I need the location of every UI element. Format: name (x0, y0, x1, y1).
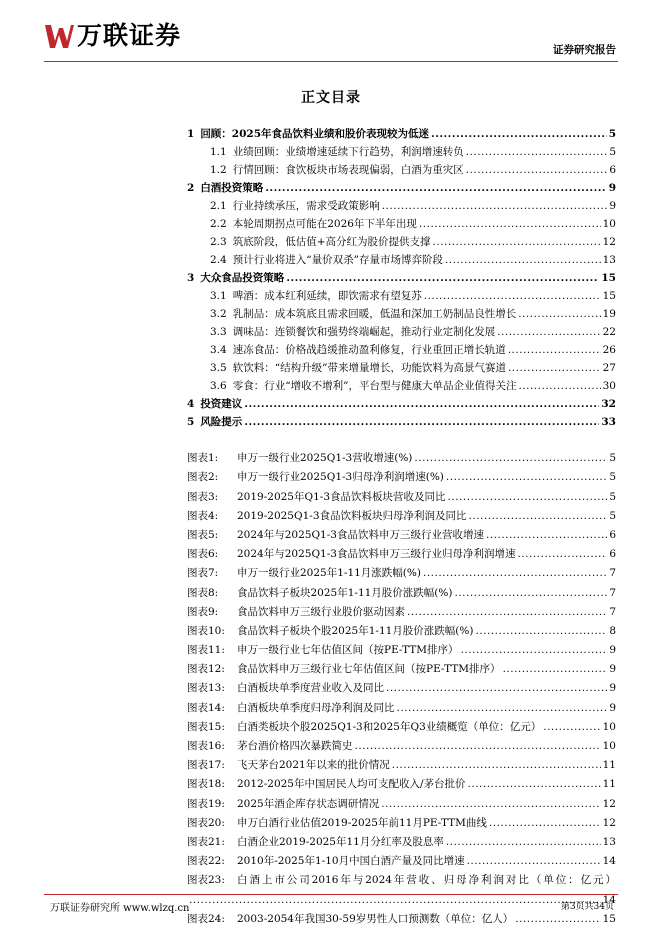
toc-entry-number: 1 (187, 128, 195, 140)
figure-entry-number: 图表6: (187, 548, 219, 561)
figure-entry-label: 申万一级行业七年估值区间（按PE-TTM排序） (237, 644, 459, 657)
toc-entry[interactable] (187, 195, 616, 213)
figure-entry-number: 图表15: (187, 720, 225, 733)
dot-leader (407, 606, 607, 619)
dot-leader (508, 344, 601, 357)
figure-entry-number: 图表12: (187, 663, 225, 676)
toc-entry-page: 10 (602, 218, 616, 230)
figure-entry[interactable] (187, 504, 616, 523)
toc-entry-label: 啤酒：成本红利延续，即饮需求有望复苏 (232, 290, 422, 302)
figure-entry-number: 图表3: (187, 490, 219, 503)
figure-entry[interactable] (187, 484, 616, 503)
toc-entry-label: 软饮料：“结构升级”带来增量增长，功能饮料为高景气赛道 (232, 362, 506, 374)
toc-entry-number: 2 (187, 182, 195, 194)
toc-entry-page: 15 (601, 272, 616, 284)
figure-entry-page: 5 (609, 471, 616, 484)
figure-entry-label: 白酒板块单季度营业收入及同比 (237, 682, 384, 695)
page-title: 正文目录 (301, 90, 361, 106)
dot-leader (486, 529, 607, 542)
dot-leader (508, 362, 601, 375)
toc-entry-number: 3.2 (210, 308, 227, 320)
figure-entry-label: 申万一级行业2025Q1-3归母净利润增速(%) (237, 471, 444, 484)
figure-entry[interactable] (187, 772, 616, 791)
dot-leader (475, 625, 607, 638)
toc-entry-label: 行情回顾：食饮板块市场表现偏弱，白酒为重灾区 (232, 164, 464, 176)
figure-entry[interactable] (187, 734, 616, 753)
dot-leader (265, 182, 606, 195)
toc-entry-page: 9 (608, 182, 616, 194)
figure-entry-label: 2019-2025Q1-3食品饮料板块归母净利润及同比 (237, 509, 467, 522)
dot-leader (189, 894, 601, 907)
dot-leader (466, 146, 608, 159)
figure-entry[interactable] (187, 695, 616, 714)
toc-entry-number: 2.2 (210, 218, 227, 230)
figure-entry[interactable] (187, 811, 616, 830)
toc-entry-number: 1.2 (210, 164, 227, 176)
figure-entry-number: 图表16: (187, 740, 225, 752)
toc-entry-label: 大众食品投资策略 (200, 272, 285, 284)
footer-source: 万联证券研究所 www.wlzq.cn (50, 903, 190, 914)
dot-leader (386, 682, 607, 695)
dot-leader (503, 663, 608, 676)
figure-entry[interactable] (187, 676, 616, 695)
figure-entry-label: 茅台酒价格四次暴跌简史 (237, 740, 353, 752)
dot-leader (469, 510, 608, 523)
figure-entry-number: 图表21: (187, 835, 225, 848)
toc-entry[interactable] (187, 267, 616, 285)
dot-leader (518, 308, 600, 321)
dot-leader (489, 817, 601, 830)
figure-entry-number: 图表13: (187, 682, 225, 695)
figure-entry-label: 申万一级行业2025年1-11月涨跌幅(%) (237, 567, 421, 580)
dot-leader (497, 326, 600, 339)
figure-entry-page: 11 (602, 759, 616, 772)
dot-leader (244, 416, 599, 429)
toc-entry[interactable] (187, 303, 616, 321)
toc-entry-number: 3.5 (210, 362, 227, 374)
figure-entry-number: 图表20: (187, 816, 225, 829)
figure-entry-page: 15 (602, 912, 616, 925)
toc-entry[interactable] (187, 141, 616, 159)
toc-entry[interactable] (187, 285, 616, 303)
figure-entry-label: 食品饮料子板块2025年1-11月股价涨跌幅(%) (237, 586, 453, 599)
brand-name: 万联证券 (77, 21, 182, 50)
figure-entry-page: 12 (602, 816, 616, 829)
toc-entry[interactable] (187, 123, 616, 141)
toc-entry-page: 22 (602, 326, 616, 338)
figure-entry-label: 2019-2025年Q1-3食品饮料板块营收及同比 (237, 490, 446, 503)
figure-entry-label: 2012-2025年中国居民人均可支配收入/茅台批价 (237, 778, 466, 791)
figure-entry-number: 图表7: (187, 567, 219, 580)
toc-entry-label: 速冻食品：价格战趋缓推动盈利修复，行业重回正增长轨道 (232, 344, 506, 356)
toc-entry-label: 预计行业将进入“量价双杀”存量市场博弈阶段 (232, 254, 443, 266)
toc-entry-page: 30 (602, 380, 616, 392)
toc-entry-page: 13 (602, 254, 616, 266)
figure-entry-page: 14 (602, 893, 616, 906)
toc-entry[interactable] (187, 375, 616, 393)
figure-entry-page: 12 (602, 797, 616, 810)
figure-entry-page: 7 (609, 567, 616, 580)
toc-entry-page: 19 (602, 308, 616, 320)
dot-leader (518, 380, 600, 393)
footer-divider (44, 894, 618, 895)
page-number: 第3页共34页 (560, 902, 614, 912)
toc-entry-number: 2.1 (210, 200, 227, 212)
figure-entry-page: 5 (609, 509, 616, 522)
dot-leader (543, 721, 600, 734)
figure-entry-page: 5 (609, 490, 616, 503)
figure-entry-page: 14 (602, 855, 616, 868)
figure-entry-label: 飞天茅台2021年以来的批价情况 (237, 759, 390, 772)
dot-leader (414, 452, 607, 465)
figure-entry-number: 图表23: (187, 874, 225, 887)
table-of-contents (187, 123, 616, 429)
figure-entry-number: 图表22: (187, 855, 225, 868)
toc-entry-label: 回顾：2025年食品饮料业绩和股价表现较为低迷 (200, 128, 430, 140)
figure-entry[interactable] (187, 446, 616, 465)
figure-entry-number: 图表17: (187, 759, 225, 772)
figure-entry-label: 2024年与2025Q1-3食品饮料申万三级行业营收增速 (237, 528, 484, 541)
figure-entry-label: 2025年酒企库存状态调研情况 (237, 797, 380, 810)
toc-entry[interactable] (187, 339, 616, 357)
figure-entry[interactable] (187, 523, 616, 542)
report-type: 证券研究报告 (553, 44, 616, 56)
dot-leader (448, 491, 608, 504)
toc-entry-label: 调味品：连锁餐饮和强势终端崛起，推动行业定制化发展 (232, 326, 496, 338)
figure-entry-number: 图表11: (187, 644, 225, 657)
figure-entry-number: 图表1: (187, 452, 219, 465)
toc-entry-number: 3.4 (210, 344, 227, 356)
figure-entry-label: 食品饮料申万三级行业七年估值区间（按PE-TTM排序） (237, 663, 501, 676)
figure-entry[interactable] (187, 791, 616, 810)
toc-entry-label: 投资建议 (200, 398, 243, 410)
toc-entry-label: 筑底阶段，低估值+高分红为股价提供支撑 (232, 236, 431, 248)
figure-entry-label: 申万白酒行业估值2019-2025年前11月PE-TTM曲线 (237, 816, 487, 829)
dot-leader (423, 567, 607, 580)
figure-entry[interactable] (187, 600, 616, 619)
toc-entry[interactable] (187, 393, 616, 411)
dot-leader (517, 548, 607, 561)
figure-entry-label: 白酒类板块个股2025Q1-3和2025年Q3业绩概览（单位：亿元） (237, 720, 542, 733)
figure-entry-label: 2003-2054年我国30-59岁男性人口预测数（单位：亿人） (237, 912, 514, 925)
figure-entry-page: 7 (609, 586, 616, 599)
figure-entry-page: 9 (609, 682, 616, 695)
toc-entry-number: 5 (187, 416, 195, 428)
figure-entry-number: 图表19: (187, 797, 225, 810)
dot-leader (454, 587, 607, 600)
page-header (0, 0, 662, 64)
dot-leader (244, 398, 599, 411)
figure-entry[interactable] (187, 619, 616, 638)
figure-entry[interactable] (187, 465, 616, 484)
toc-entry-number: 3 (187, 272, 195, 284)
toc-entry-number: 1.1 (210, 146, 227, 158)
toc-entry[interactable] (187, 177, 616, 195)
figure-entry-number: 图表8: (187, 586, 219, 599)
figure-entry[interactable] (187, 657, 616, 676)
toc-entry-page: 5 (609, 146, 616, 158)
dot-leader (381, 798, 600, 811)
figure-entry-number: 图表9: (187, 605, 219, 618)
figure-entry-page: 6 (609, 528, 616, 541)
figure-entry-page: 10 (602, 720, 616, 733)
figure-entry[interactable] (187, 868, 616, 906)
figure-entry-number: 图表18: (187, 778, 225, 791)
toc-entry-number: 3.1 (210, 290, 227, 302)
dot-leader (419, 218, 601, 231)
dot-leader (466, 164, 608, 177)
toc-entry-number: 3.3 (210, 326, 227, 338)
toc-entry-label: 业绩回顾：业绩增速延续下行趋势，利润增速转负 (232, 146, 464, 158)
toc-entry-page: 15 (602, 290, 616, 302)
figure-entry[interactable] (187, 753, 616, 772)
figure-entry-page: 10 (602, 740, 616, 752)
toc-entry-page: 5 (608, 128, 616, 140)
figure-entry-label: 食品饮料子板块个股2025年1-11月股价涨跌幅(%) (237, 624, 474, 637)
figure-entry-label: 白酒企业2019-2025年11月分红率及股息率 (237, 835, 444, 848)
toc-entry-number: 3.6 (210, 380, 227, 392)
dot-leader (431, 128, 607, 141)
dot-leader (515, 913, 600, 926)
figure-entry-label: 食品饮料申万三级行业股价驱动因素 (237, 605, 405, 618)
figure-entry[interactable] (187, 638, 616, 657)
figure-entry-number: 图表24: (187, 912, 225, 925)
figure-entry-number: 图表10: (187, 624, 225, 637)
toc-entry-page: 6 (609, 164, 616, 176)
toc-entry-label: 行业持续承压，需求受政策影响 (232, 200, 380, 212)
toc-entry-label: 乳制品：成本筑底且需求回暖，低温和深加工奶制品良性增长 (232, 308, 517, 320)
figure-entry-number: 图表4: (187, 509, 219, 522)
figure-entry[interactable] (187, 830, 616, 849)
header-divider (44, 61, 618, 62)
toc-entry-page: 33 (601, 416, 616, 428)
figure-entry[interactable] (187, 907, 616, 926)
toc-entry-page: 12 (602, 236, 616, 248)
toc-entry-number: 2.3 (210, 236, 227, 248)
figure-entry-page: 5 (609, 452, 616, 465)
figure-entry[interactable] (187, 580, 616, 599)
logo-w-mark-icon (44, 22, 74, 50)
figure-entry-number: 图表14: (187, 701, 225, 714)
figure-entry-label: 白酒上市公司2016年与2024年营收、归母净利润对比（单位：亿元） (237, 874, 616, 887)
toc-entry-label: 零食：行业“增收不增利”，平台型与健康大单品企业值得关注 (232, 380, 517, 392)
toc-entry[interactable] (187, 411, 616, 429)
toc-entry-page: 32 (601, 398, 616, 410)
figure-entry-page: 13 (602, 835, 616, 848)
figure-entry-label: 申万一级行业2025Q1-3营收增速(%) (237, 452, 413, 465)
figure-entry-page: 8 (609, 624, 616, 637)
dot-leader (355, 740, 601, 753)
dot-leader (467, 855, 601, 868)
figure-entry-page: 9 (609, 644, 616, 657)
toc-entry[interactable] (187, 357, 616, 375)
figure-entry-page: 6 (609, 548, 616, 561)
toc-entry-number: 2.4 (210, 254, 227, 266)
dot-leader (392, 759, 601, 772)
figure-entry[interactable] (187, 561, 616, 580)
figure-entry-page: 7 (609, 605, 616, 618)
figure-entry-page: 9 (609, 701, 616, 714)
dot-leader (286, 272, 599, 285)
brand-logo (44, 22, 181, 50)
toc-entry[interactable] (187, 249, 616, 267)
dot-leader (446, 836, 601, 849)
toc-entry-page: 27 (602, 362, 616, 374)
toc-entry-page: 26 (602, 344, 616, 356)
figure-entry-page: 11 (602, 778, 616, 791)
toc-entry-label: 风险提示 (200, 416, 243, 428)
dot-leader (445, 254, 601, 267)
figure-entry-label: 2010年-2025年1-10月中国白酒产量及同比增速 (237, 855, 465, 868)
toc-entry-number: 4 (187, 398, 195, 410)
toc-entry[interactable] (187, 231, 616, 249)
figure-entry-number: 图表5: (187, 528, 219, 541)
figure-list (187, 446, 616, 926)
dot-leader (424, 290, 601, 303)
toc-entry-label: 白酒投资策略 (200, 182, 264, 194)
figure-entry-label: 2024年与2025Q1-3食品饮料申万三级行业归母净利润增速 (237, 548, 516, 561)
figure-entry-page: 9 (609, 663, 616, 676)
dot-leader (397, 702, 608, 715)
dot-leader (468, 778, 601, 791)
toc-entry-label: 本轮周期拐点可能在2026年下半年出现 (232, 218, 417, 230)
figure-entry[interactable] (187, 542, 616, 561)
figure-entry[interactable] (187, 849, 616, 868)
dot-leader (382, 200, 608, 213)
figure-entry-label: 白酒板块单季度归母净利润及同比 (237, 701, 395, 714)
dot-leader (446, 471, 607, 484)
figure-entry[interactable] (187, 715, 616, 734)
toc-entry[interactable] (187, 159, 616, 177)
toc-entry[interactable] (187, 213, 616, 231)
toc-entry[interactable] (187, 321, 616, 339)
dot-leader (433, 236, 601, 249)
toc-entry-page: 9 (609, 200, 616, 212)
figure-entry-number: 图表2: (187, 471, 219, 484)
dot-leader (461, 644, 608, 657)
